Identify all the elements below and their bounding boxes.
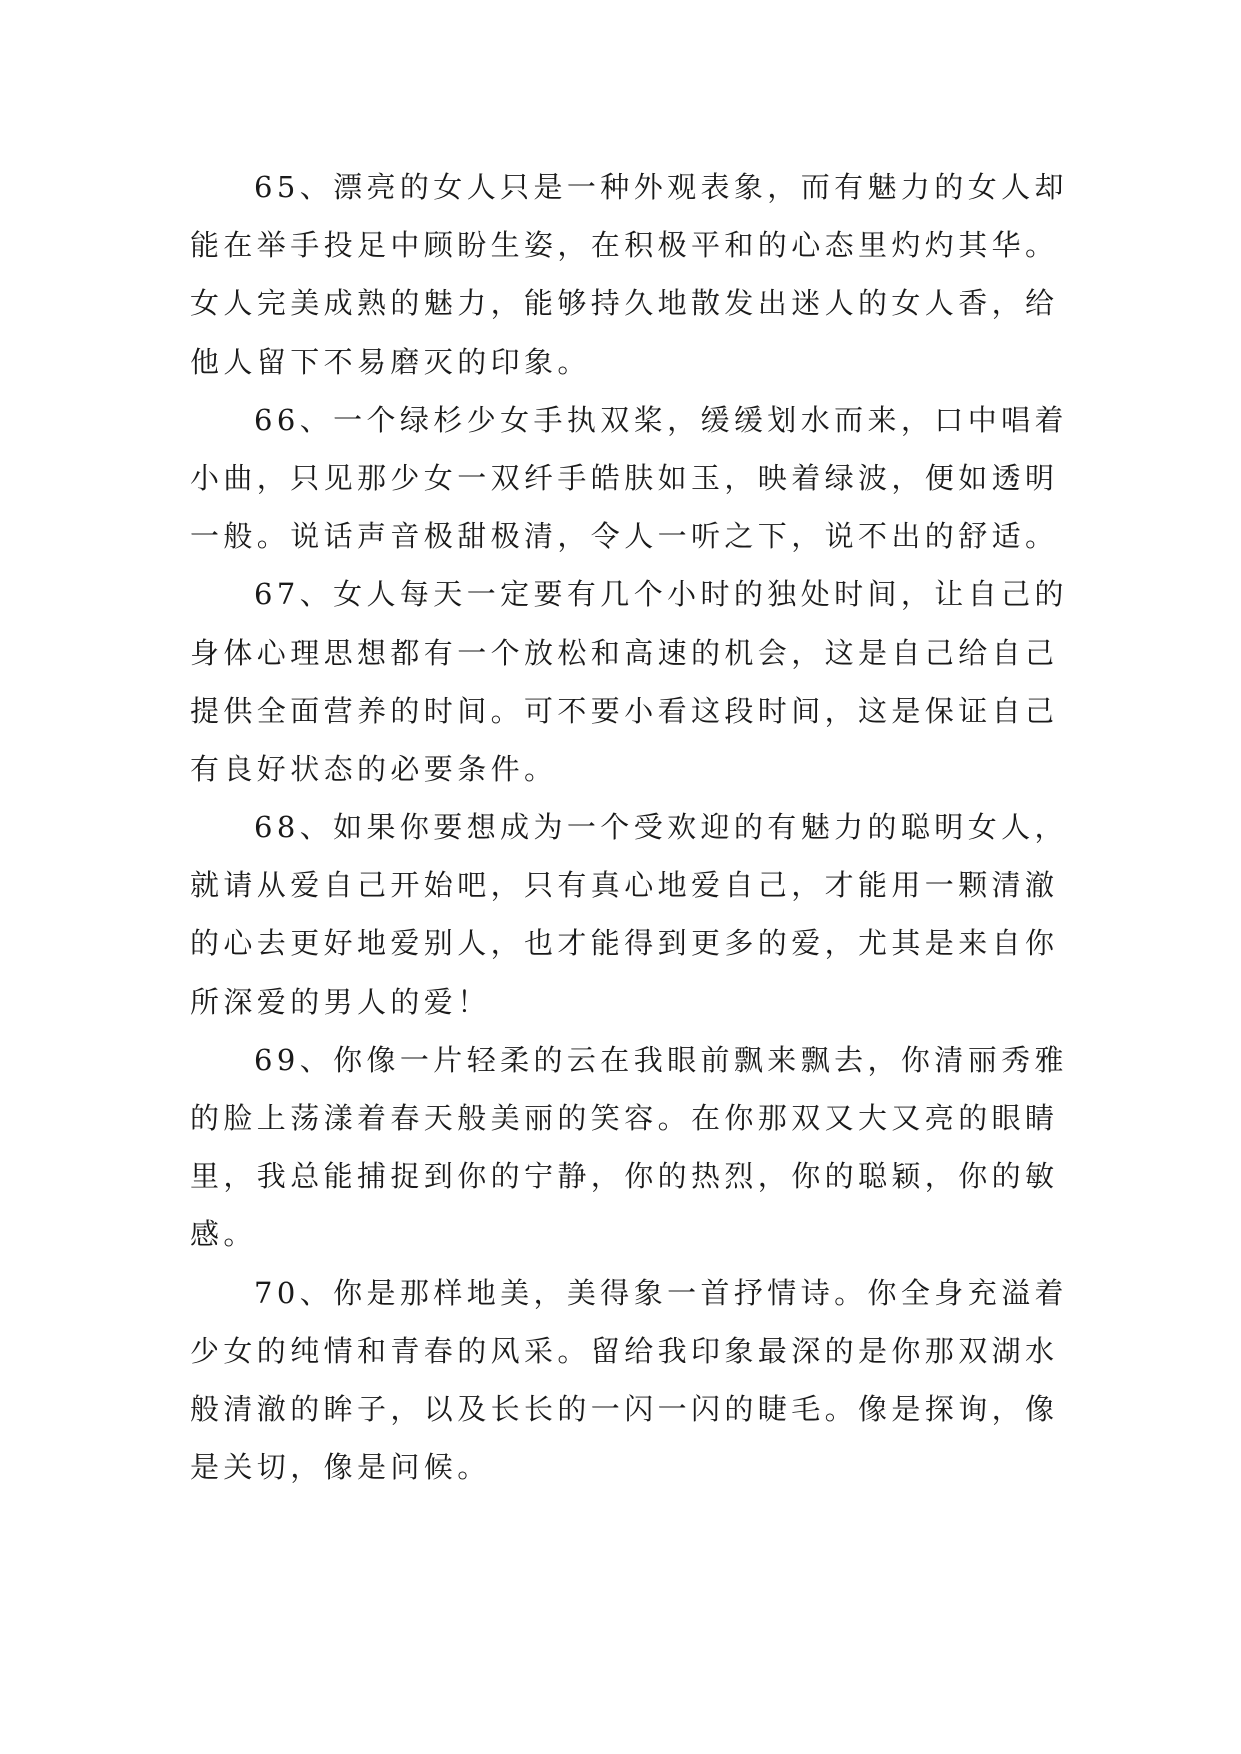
text-line: 69、你像一片轻柔的云在我眼前飘来飘去，你清丽秀雅 — [254, 1042, 1068, 1077]
text-line: 小曲，只见那少女一双纤手皓肤如玉，映着绿波，便如透明 — [190, 460, 1059, 495]
text-line: 70、你是那样地美，美得象一首抒情诗。你全身充溢着 — [254, 1275, 1068, 1310]
paragraph-68 — [190, 798, 1080, 1031]
text-line: 少女的纯情和青春的风采。留给我印象最深的是你那双湖水 — [190, 1333, 1059, 1368]
text-line: 68、如果你要想成为一个受欢迎的有魅力的聪明女人， — [254, 810, 1068, 845]
text-line: 能在举手投足中顾盼生姿，在积极平和的心态里灼灼其华。 — [190, 228, 1059, 263]
text-line: 66、一个绿杉少女手执双桨，缓缓划水而来，口中唱着 — [254, 402, 1068, 437]
text-line: 65、漂亮的女人只是一种外观表象，而有魅力的女人却 — [254, 170, 1068, 204]
text-line: 有良好状态的必要条件。 — [190, 751, 558, 786]
text-line: 感。 — [190, 1217, 257, 1252]
text-line: 里，我总能捕捉到你的宁静，你的热烈，你的聪颖，你的敏 — [190, 1159, 1059, 1194]
text-line: 67、女人每天一定要有几个小时的独处时间，让自己的 — [254, 577, 1068, 612]
text-line: 就请从爱自己开始吧，只有真心地爱自己，才能用一颗清澈 — [190, 868, 1059, 903]
text-line: 是关切，像是问候。 — [190, 1450, 491, 1485]
document-page — [190, 158, 1080, 1496]
text-line: 所深爱的男人的爱！ — [190, 984, 491, 1019]
text-line: 提供全面营养的时间。可不要小看这段时间，这是保证自己 — [190, 693, 1059, 728]
text-line: 他人留下不易磨灭的印象。 — [190, 344, 591, 379]
text-line: 身体心理思想都有一个放松和高速的机会，这是自己给自己 — [190, 635, 1059, 670]
text-line: 般清澈的眸子，以及长长的一闪一闪的睫毛。像是探询，像 — [190, 1391, 1059, 1426]
paragraph-67 — [190, 565, 1080, 798]
text-line: 的脸上荡漾着春天般美丽的笑容。在你那双又大又亮的眼睛 — [190, 1101, 1059, 1135]
paragraph-65 — [190, 158, 1080, 391]
text-line: 的心去更好地爱别人，也才能得到更多的爱，尤其是来自你 — [190, 926, 1059, 961]
paragraph-70 — [190, 1264, 1080, 1497]
paragraph-66 — [190, 391, 1080, 566]
text-line: 一般。说话声音极甜极清，令人一听之下，说不出的舒适。 — [190, 519, 1059, 554]
paragraph-69 — [190, 1031, 1080, 1264]
text-line: 女人完美成熟的魅力，能够持久地散发出迷人的女人香，给 — [190, 286, 1059, 321]
